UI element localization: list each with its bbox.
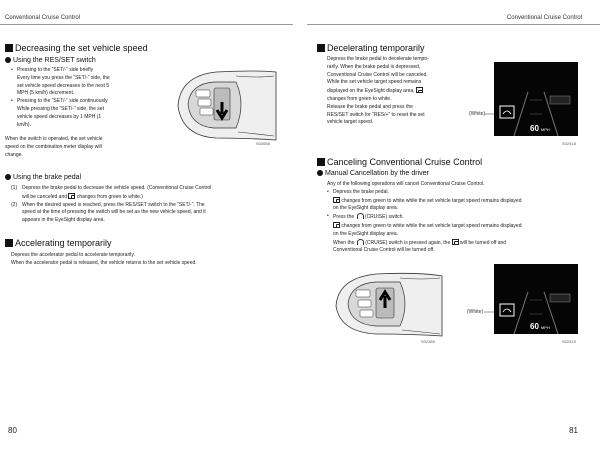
set-speed-readout: 60 MPH: [530, 124, 550, 133]
cruise-indicator-icon: [333, 222, 340, 228]
round-bullet-icon: [317, 170, 323, 176]
figure-code-s02658: S02658: [256, 141, 270, 146]
white-label-2: (White): [467, 309, 484, 315]
heading-accelerating: Accelerating temporarily: [5, 238, 112, 248]
page-number-right: 81: [569, 426, 578, 435]
cruise-switch-icon: [356, 213, 364, 219]
brake-step-2: (2) When the desired speed is reached, press the RES/SET switch to the “SET/-”. The speed at the time of pressing the switch will be set as the new vehicle speed, and it appears in the EyeSight display area.: [11, 201, 206, 224]
figure-code-s02418: S02418: [562, 141, 576, 146]
page-number-left: 80: [8, 426, 17, 435]
square-bullet-icon: [317, 44, 325, 52]
subheading-manual-cancellation: Manual Cancellation by the driver: [317, 170, 429, 177]
cruise-indicator-icon: [416, 87, 423, 93]
cruise-switch-icon: [356, 239, 364, 245]
heading-decreasing-speed: Decreasing the set vehicle speed: [5, 43, 148, 53]
leader-line: [484, 101, 494, 121]
subheading-brake-pedal: Using the brake pedal: [5, 174, 81, 181]
figure-code-s02419: S02419: [562, 339, 576, 344]
heading-decelerating: Decelerating temporarily: [317, 43, 425, 53]
heading-canceling: Canceling Conventional Cruise Control: [317, 157, 482, 167]
running-header-right: Conventional Cruise Control: [506, 15, 582, 21]
eyesight-display-decelerating: [494, 62, 578, 136]
cruise-indicator-icon: [68, 193, 75, 199]
cruise-indicator-icon: [333, 197, 340, 203]
figure-code-s02389: S02389: [421, 339, 435, 344]
square-bullet-icon: [5, 239, 13, 247]
decelerating-text: Depress the brake pedal to decelerate tempo- rarily. When the brake pedal is depressed, Conventional Cruise Control will be canceled. While the set vehicle target speed remains displayed on the EyeSight display area, changes from green to white. Release the brake pedal and press the RES/SET switch for “RES/+” to reset the set vehicle target speed.: [327, 56, 429, 126]
header-rule-left: [0, 24, 293, 25]
bullet-set-continuously: • Pressing to the “SET/-” side continuously While pressing the “SET/-” side, the set vehicle speed decreases by 1 MPH (1 km/h).: [11, 98, 108, 128]
manual-cancellation-text: Any of the following operations will cancel Conventional Cruise Control. • Depress the brake pedal. changes from green to white while the set vehicle target speed remains displayed on the EyeSight display area. • Press the (CRUISE) switch. changes from green to white while the set vehicle target speed remains displayed on the EyeSight display area. When the (CRUISE) switch is pressed again, the will be turned off and Conventional Cruise Control will be turned off.: [327, 181, 585, 255]
steering-switch-figure-set: [176, 66, 278, 142]
white-label-1: (White): [469, 111, 486, 117]
steering-switch-figure-cruise: [334, 270, 444, 338]
eyesight-display-canceling: [494, 264, 578, 334]
round-bullet-icon: [5, 174, 11, 180]
bullet-depress-brake: • Depress the brake pedal. changes from green to white while the set vehicle target speed remains displayed on the EyeSight display area.: [327, 188, 522, 212]
accelerating-text: Depress the accelerator pedal to accelerate temporarily. When the accelerator pedal is released, the vehicle returns to the set vehicle speed.: [11, 252, 197, 266]
brake-step-1: (1) Depress the brake pedal to decrease the vehicle speed. (Conventional Cruise Control will be canceled and changes from green to white.): [11, 185, 212, 200]
brake-steps: [11, 185, 281, 225]
res-set-note: When the switch is operated, the set vehicle speed on the combination meter display will change.: [5, 136, 103, 158]
leader-line: [484, 299, 494, 319]
set-speed-readout: 60 MPH: [530, 322, 550, 331]
subheading-res-set: Using the RES/SET switch: [5, 57, 96, 64]
round-bullet-icon: [5, 57, 11, 63]
header-rule-right: [307, 24, 600, 25]
res-set-text: [11, 67, 154, 129]
square-bullet-icon: [5, 44, 13, 52]
bullet-press-cruise: • Press the (CRUISE) switch. changes from green to white while the set vehicle target speed remains displayed on the EyeSight display area. When the (CRUISE) switch is pressed again, the will be turned off and Conventional Cruise Control will be turned off.: [327, 213, 522, 254]
square-bullet-icon: [317, 158, 325, 166]
running-header-left: Conventional Cruise Control: [5, 15, 81, 21]
cruise-indicator-icon: [452, 239, 459, 245]
bullet-set-briefly: • Pressing to the “SET/-” side briefly Every time you press the “SET/-” side, the set vehicle speed decreases to the next 5 MPH (5 km/h) decrement.: [11, 67, 110, 97]
